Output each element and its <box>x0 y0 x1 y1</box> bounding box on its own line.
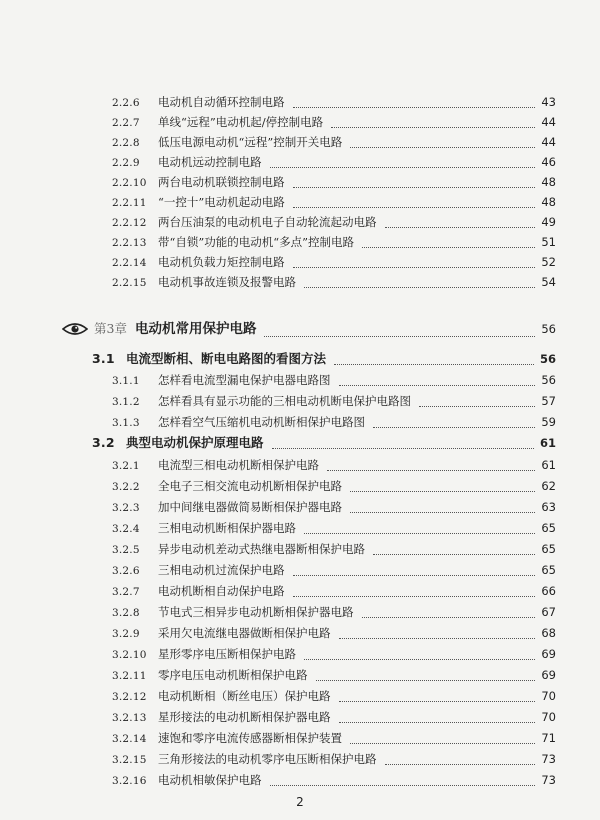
dot-leader <box>373 554 535 555</box>
entry-number: 3.2.12 <box>112 691 147 703</box>
dot-leader <box>339 701 536 702</box>
entry-page: 70 <box>541 710 556 724</box>
section-heading <box>92 349 556 369</box>
eye-icon <box>62 322 88 336</box>
dot-leader <box>270 167 536 168</box>
entry-number: 3.2.5 <box>112 544 140 556</box>
section-heading <box>92 433 556 453</box>
dot-leader <box>264 336 535 337</box>
toc-entry <box>112 232 556 252</box>
dot-leader <box>293 575 536 576</box>
entry-page: 65 <box>541 563 556 577</box>
entry-title: 电动机断相自动保护电路 <box>158 584 285 598</box>
entry-number: 3.2.7 <box>112 586 140 598</box>
entry-page: 73 <box>541 773 556 787</box>
dot-leader <box>339 385 536 386</box>
entry-title: 零序电压电动机断相保护电路 <box>158 668 308 682</box>
dot-leader <box>293 107 536 108</box>
entry-title: 两台压油泵的电动机电子自动轮流起动电路 <box>158 215 377 229</box>
entry-page: 70 <box>541 689 556 703</box>
entry-number: 3.1.1 <box>112 375 140 387</box>
entry-title: 星形零序电压断相保护电路 <box>158 647 296 661</box>
dot-leader <box>304 533 535 534</box>
dot-leader <box>350 512 535 513</box>
toc-entry <box>112 112 556 132</box>
toc-entry <box>112 560 556 580</box>
dot-leader <box>362 247 535 248</box>
toc-entry <box>112 581 556 601</box>
entry-page: 73 <box>541 752 556 766</box>
toc-entry <box>112 212 556 232</box>
entry-number: 3.1.2 <box>112 396 140 408</box>
page-number: 2 <box>296 795 304 809</box>
toc-entry <box>112 770 556 790</box>
entry-number: 3.2.15 <box>112 754 147 766</box>
entry-title: 电动机相敏保护电路 <box>158 773 262 787</box>
entry-number: 3.2.10 <box>112 649 147 661</box>
dot-leader <box>334 364 534 365</box>
entry-page: 48 <box>541 175 556 189</box>
entry-number: 2.2.13 <box>112 237 147 249</box>
dot-leader <box>293 207 536 208</box>
entry-number: 3.2.6 <box>112 565 140 577</box>
toc-entry <box>112 192 556 212</box>
entry-number: 2.2.11 <box>112 197 147 209</box>
dot-leader <box>350 147 535 148</box>
dot-leader <box>316 680 536 681</box>
toc-entry <box>112 623 556 643</box>
toc-entry <box>112 749 556 769</box>
toc-entry <box>112 644 556 664</box>
entry-title: 星形接法的电动机断相保护器电路 <box>158 710 331 724</box>
section-title: 典型电动机保护原理电路 <box>126 435 264 450</box>
entry-page: 69 <box>541 668 556 682</box>
toc-entry <box>112 728 556 748</box>
toc-entry <box>112 172 556 192</box>
toc-entry <box>112 92 556 112</box>
section-title: 电流型断相、断电电路图的看图方法 <box>126 351 327 366</box>
entry-title: 加中间继电器做简易断相保护器电路 <box>158 500 342 514</box>
entry-title: 节电式三相异步电动机断相保护器电路 <box>158 605 354 619</box>
dot-leader <box>373 427 535 428</box>
entry-number: 3.2.14 <box>112 733 147 745</box>
entry-page: 43 <box>541 95 556 109</box>
entry-title: 异步电动机差动式热继电器断相保护电路 <box>158 542 365 556</box>
toc-entry <box>112 391 556 411</box>
entry-page: 61 <box>541 458 556 472</box>
toc-entry <box>112 272 556 292</box>
entry-page: 62 <box>541 479 556 493</box>
chapter-number: 第3章 <box>94 321 127 336</box>
dot-leader <box>385 227 536 228</box>
entry-page: 56 <box>541 373 556 387</box>
dot-leader <box>272 448 534 449</box>
toc-entry <box>112 497 556 517</box>
dot-leader <box>331 127 535 128</box>
entry-page: 71 <box>541 731 556 745</box>
toc-entry <box>112 518 556 538</box>
entry-title: 电动机事故连锁及报警电路 <box>158 275 296 289</box>
toc-entry <box>112 152 556 172</box>
dot-leader <box>293 596 536 597</box>
dot-leader <box>327 470 535 471</box>
toc-entry <box>112 686 556 706</box>
entry-page: 57 <box>541 394 556 408</box>
dot-leader <box>304 659 535 660</box>
entry-number: 3.2.3 <box>112 502 140 514</box>
entry-page: 44 <box>541 135 556 149</box>
entry-number: 2.2.12 <box>112 217 147 229</box>
entry-title: 电动机远动控制电路 <box>158 155 262 169</box>
entry-number: 2.2.15 <box>112 277 147 289</box>
entry-title: 怎样看电流型漏电保护电器电路图 <box>158 373 331 387</box>
entry-number: 3.1.3 <box>112 417 140 429</box>
entry-page: 65 <box>541 521 556 535</box>
entry-title: 两台电动机联锁控制电路 <box>158 175 285 189</box>
entry-page: 67 <box>541 605 556 619</box>
entry-title: 采用欠电流继电器做断相保护电路 <box>158 626 331 640</box>
entry-page: 44 <box>541 115 556 129</box>
dot-leader <box>270 785 536 786</box>
section-number: 3.1 <box>92 351 115 366</box>
entry-page: 54 <box>541 275 556 289</box>
entry-title: 怎样看空气压缩机电动机断相保护电路图 <box>158 415 365 429</box>
dot-leader <box>304 287 535 288</box>
dot-leader <box>293 187 536 188</box>
toc-entry <box>112 476 556 496</box>
entry-page: 52 <box>541 255 556 269</box>
dot-leader <box>293 267 536 268</box>
entry-title: 怎样看具有显示功能的三相电动机断电保护电路图 <box>158 394 411 408</box>
entry-page: 51 <box>541 235 556 249</box>
entry-page: 63 <box>541 500 556 514</box>
entry-number: 3.2.9 <box>112 628 140 640</box>
entry-number: 2.2.6 <box>112 97 140 109</box>
entry-title: 电动机自动循环控制电路 <box>158 95 285 109</box>
entry-page: 66 <box>541 584 556 598</box>
entry-title: 全电子三相交流电动机断相保护电路 <box>158 479 342 493</box>
entry-title: 电流型三相电动机断相保护电路 <box>158 458 319 472</box>
entry-number: 2.2.9 <box>112 157 140 169</box>
entry-page: 49 <box>541 215 556 229</box>
entry-number: 2.2.7 <box>112 117 140 129</box>
entry-number: 3.2.16 <box>112 775 147 787</box>
entry-title: “一控十”电动机起动电路 <box>158 195 285 209</box>
dot-leader <box>350 743 535 744</box>
entry-page: 65 <box>541 542 556 556</box>
section-page: 56 <box>539 352 556 366</box>
toc-entry <box>112 252 556 272</box>
dot-leader <box>385 764 536 765</box>
entry-page: 68 <box>541 626 556 640</box>
section-number: 3.2 <box>92 435 115 450</box>
entry-number: 3.2.2 <box>112 481 140 493</box>
entry-title: 三相电动机过流保护电路 <box>158 563 285 577</box>
entry-title: 低压电源电动机“远程”控制开关电路 <box>158 135 343 149</box>
toc-entry <box>112 665 556 685</box>
toc-entry <box>112 370 556 390</box>
toc-entry <box>112 132 556 152</box>
chapter-heading <box>62 317 556 341</box>
dot-leader <box>419 406 535 407</box>
entry-title: 电动机负载力矩控制电路 <box>158 255 285 269</box>
chapter-title: 电动机常用保护电路 <box>134 321 257 337</box>
entry-number: 3.2.4 <box>112 523 140 535</box>
entry-page: 59 <box>541 415 556 429</box>
entry-number: 2.2.14 <box>112 257 147 269</box>
entry-number: 2.2.10 <box>112 177 147 189</box>
entry-title: 电动机断相（断丝电压）保护电路 <box>158 689 331 703</box>
dot-leader <box>339 638 536 639</box>
entry-page: 46 <box>541 155 556 169</box>
entry-title: 三相电动机断相保护器电路 <box>158 521 296 535</box>
chapter-page: 56 <box>541 322 556 336</box>
toc-entry <box>112 602 556 622</box>
entry-number: 3.2.13 <box>112 712 147 724</box>
entry-page: 48 <box>541 195 556 209</box>
toc-entry <box>112 707 556 727</box>
dot-leader <box>350 491 535 492</box>
entry-number: 3.2.8 <box>112 607 140 619</box>
entry-title: 三角形接法的电动机零序电压断相保护电路 <box>158 752 377 766</box>
entry-number: 3.2.11 <box>112 670 147 682</box>
dot-leader <box>362 617 536 618</box>
entry-page: 69 <box>541 647 556 661</box>
toc-entry <box>112 455 556 475</box>
entry-title: 速饱和零序电流传感器断相保护装置 <box>158 731 342 745</box>
dot-leader <box>339 722 536 723</box>
entry-title: 带“自锁”功能的电动机“多点”控制电路 <box>158 235 355 249</box>
entry-number: 2.2.8 <box>112 137 140 149</box>
entry-number: 3.2.1 <box>112 460 140 472</box>
entry-title: 单线“远程”电动机起/停控制电路 <box>158 115 324 129</box>
section-page: 61 <box>539 436 556 450</box>
toc-entry <box>112 412 556 432</box>
toc-entry <box>112 539 556 559</box>
